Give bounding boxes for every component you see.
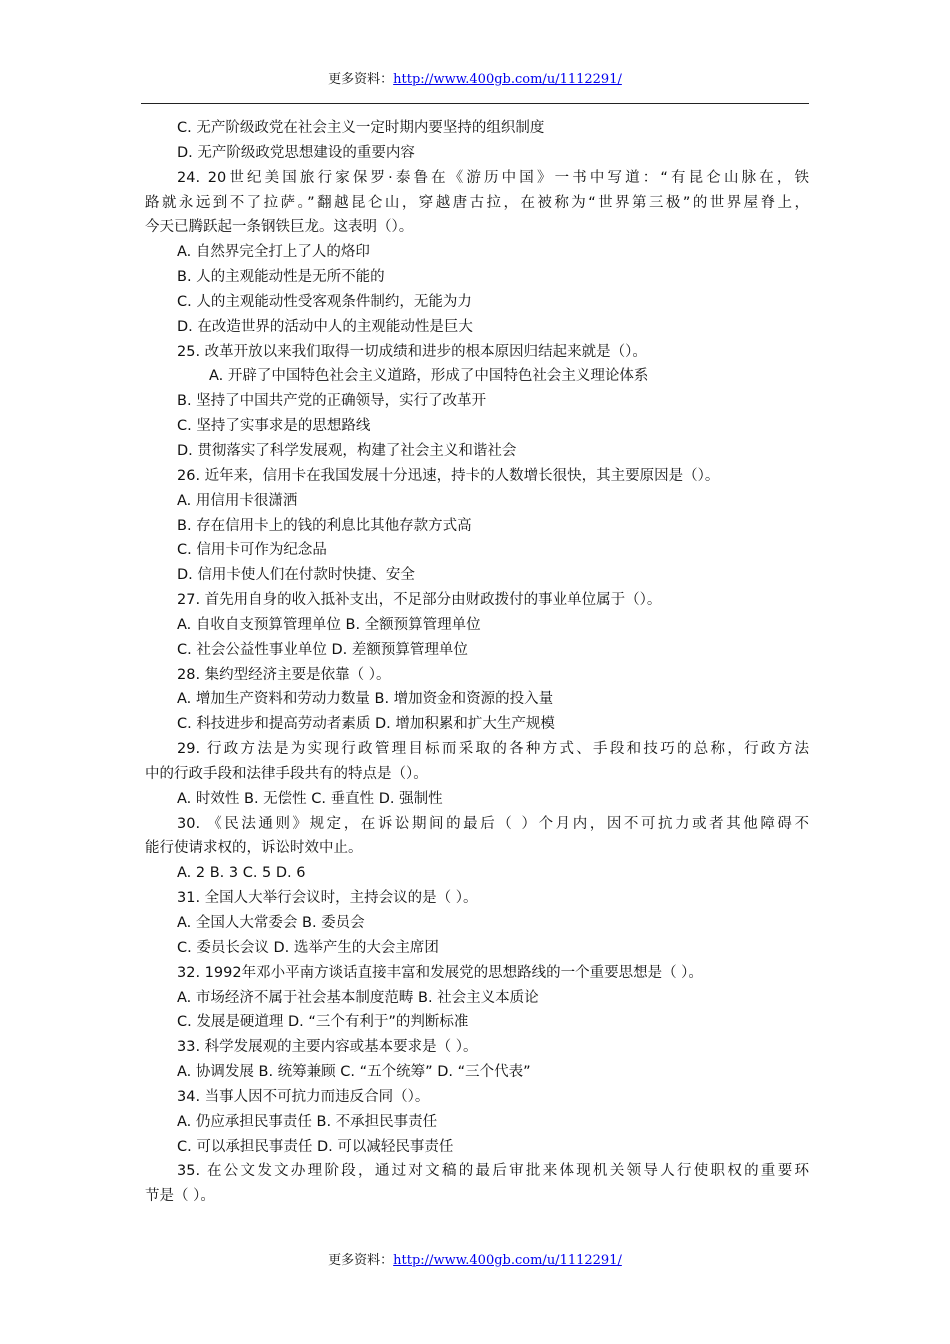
text-line: D. 在改造世界的活动中人的主观能动性是巨大 (177, 318, 473, 335)
text-line: A. 增加生产资料和劳动力数量 B. 增加资金和资源的投入量 (177, 691, 554, 708)
header-prefix: 更多资料： (328, 72, 394, 87)
text-line: C. 委员长会议 D. 选举产生的大会主席团 (177, 939, 439, 956)
text-line: A. 用信用卡很潇洒 (177, 492, 298, 509)
text-line: 29. 行政方法是为实现行政管理目标而采取的各种方式、手段和技巧的总称，行政方法 (177, 741, 809, 758)
document-body (145, 116, 809, 1209)
text-line: 中的行政手段和法律手段共有的特点是（）。 (145, 765, 428, 782)
text-line: 30. 《民法通则》规定，在诉讼期间的最后（ ）个月内，因不可抗力或者其他障碍不 (177, 815, 809, 832)
header-link[interactable]: http://www.400gb.com/u/1112291/ (393, 72, 622, 87)
text-line: C. 坚持了实事求是的思想路线 (177, 418, 371, 435)
text-line: A. 自收自支预算管理单位 B. 全额预算管理单位 (177, 616, 481, 633)
text-line: B. 存在信用卡上的钱的利息比其他存款方式高 (177, 517, 472, 534)
text-line: 路就永远到不了拉萨。”翻越昆仑山，穿越唐古拉，在被称为“世界第三极”的世界屋脊上， (145, 194, 809, 211)
text-line: A. 时效性 B. 无偿性 C. 垂直性 D. 强制性 (177, 790, 443, 807)
text-line: 25. 改革开放以来我们取得一切成绩和进步的根本原因归结起来就是（）。 (177, 343, 647, 360)
text-line: 24. 20世纪美国旅行家保罗·泰鲁在《游历中国》一书中写道：“有昆仑山脉在，铁 (177, 169, 809, 186)
text-line: 35. 在公文发文办理阶段，通过对文稿的最后审批来体现机关领导人行使职权的重要环 (177, 1163, 809, 1180)
text-line: 能行使请求权的，诉讼时效中止。 (145, 840, 363, 857)
text-line: A. 协调发展 B. 统筹兼顾 C. “五个统筹” D. “三个代表” (177, 1064, 531, 1081)
text-line: A. 仍应承担民事责任 B. 不承担民事责任 (177, 1113, 438, 1130)
page-footer (0, 1249, 950, 1268)
text-line: 33. 科学发展观的主要内容或基本要求是（ ）。 (177, 1039, 478, 1056)
text-line: C. 科技进步和提高劳动者素质 D. 增加积累和扩大生产规模 (177, 716, 555, 733)
footer-link[interactable]: http://www.400gb.com/u/1112291/ (393, 1253, 622, 1268)
text-line: 26. 近年来，信用卡在我国发展十分迅速，持卡的人数增长很快，其主要原因是（）。 (177, 467, 720, 484)
page-header (0, 68, 950, 87)
text-line: C. 人的主观能动性受客观条件制约，无能为力 (177, 293, 472, 310)
text-line: 32. 1992年邓小平南方谈话直接丰富和发展党的思想路线的一个重要思想是（ ）。 (177, 964, 703, 981)
text-line: A. 自然界完全打上了人的烙印 (177, 244, 370, 261)
text-line: A. 全国人大常委会 B. 委员会 (177, 915, 365, 931)
text-line: C. 社会公益性事业单位 D. 差额预算管理单位 (177, 641, 468, 658)
text-line: A. 开辟了中国特色社会主义道路，形成了中国特色社会主义理论体系 (209, 368, 649, 385)
text-line: C. 发展是硬道理 D. “三个有利于”的判断标准 (177, 1014, 469, 1031)
text-line: 34. 当事人因不可抗力而违反合同（）。 (177, 1088, 430, 1105)
text-line: 节是（ ）。 (145, 1188, 215, 1205)
text-line: A. 2 B. 3 C. 5 D. 6 (177, 865, 306, 882)
text-line: 今天已腾跃起一条钢铁巨龙。这表明（）。 (145, 219, 414, 236)
text-line: C. 无产阶级政党在社会主义一定时期内要坚持的组织制度 (177, 120, 545, 136)
text-line: D. 信用卡使人们在付款时快捷、安全 (177, 567, 415, 584)
text-line: 31. 全国人大举行会议时，主持会议的是（ ）。 (177, 890, 478, 907)
text-line: B. 坚持了中国共产党的正确领导，实行了改革开 (177, 393, 487, 410)
text-line: D. 贯彻落实了科学发展观，构建了社会主义和谐社会 (177, 442, 517, 459)
text-line: B. 人的主观能动性是无所不能的 (177, 269, 385, 286)
footer-prefix: 更多资料： (328, 1253, 394, 1268)
header-rule (141, 103, 809, 104)
text-line: C. 可以承担民事责任 D. 可以减轻民事责任 (177, 1138, 454, 1155)
text-line: 28. 集约型经济主要是依靠（ ）。 (177, 666, 391, 683)
text-line: D. 无产阶级政党思想建设的重要内容 (177, 144, 415, 161)
text-line: C. 信用卡可作为纪念品 (177, 542, 327, 559)
text-line: A. 市场经济不属于社会基本制度范畴 B. 社会主义本质论 (177, 989, 539, 1006)
text-line: 27. 首先用自身的收入抵补支出，不足部分由财政拨付的事业单位属于（）。 (177, 592, 662, 609)
